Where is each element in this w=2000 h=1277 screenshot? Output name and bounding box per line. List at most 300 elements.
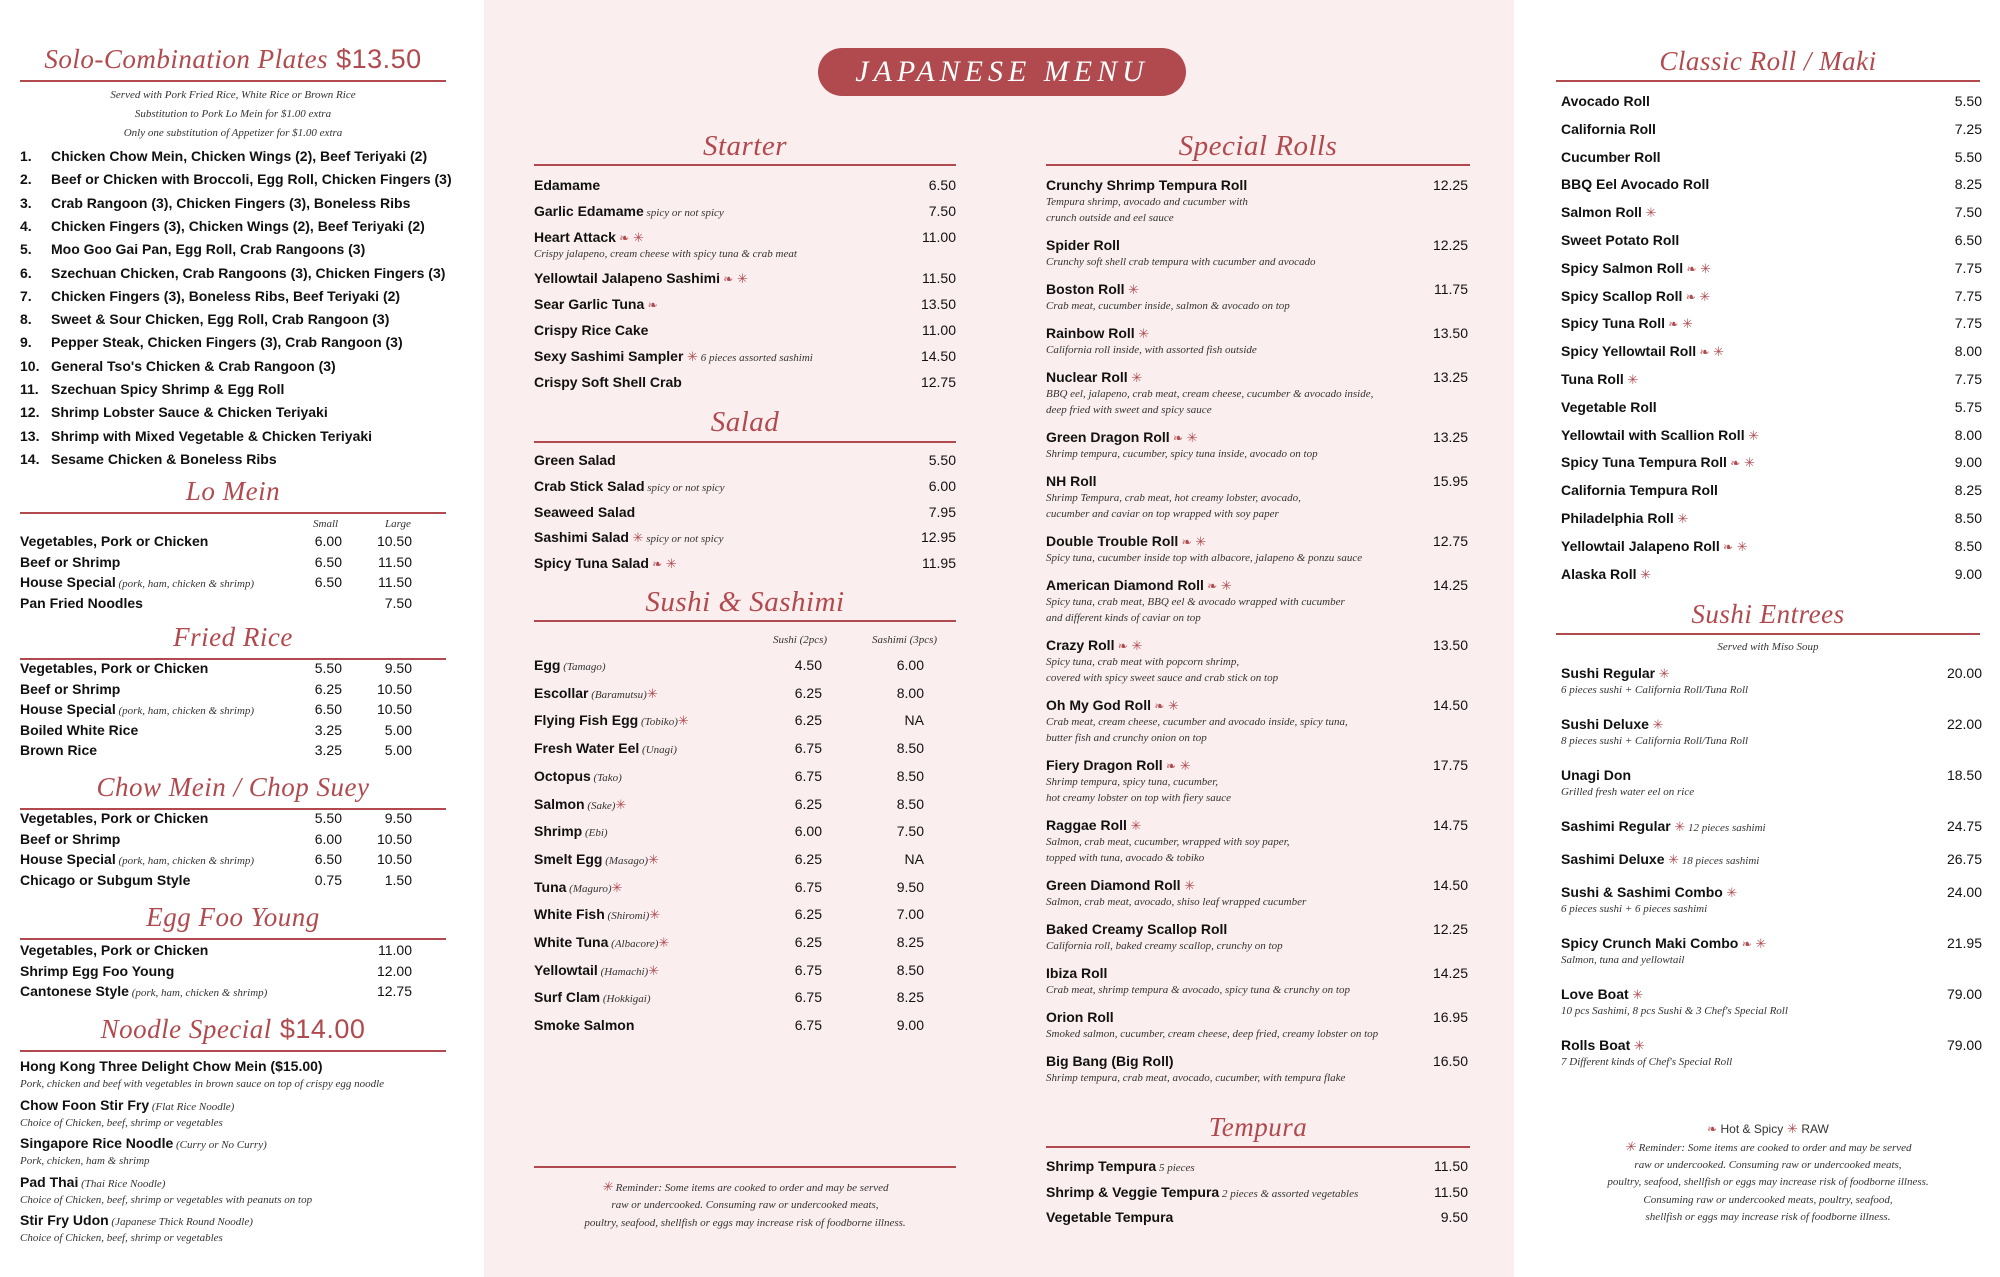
entrees-item-note: 12 pieces sashimi — [1685, 822, 1766, 834]
raw-icon: ✳ — [1744, 427, 1760, 443]
classic-item — [1561, 288, 1710, 305]
sushi-item-note: (Hokkigai) — [600, 993, 651, 1006]
solo-item-number: 8. — [20, 311, 32, 328]
friedrice-price-small: 6.25 — [314, 680, 342, 697]
friedrice-price-small: 3.25 — [314, 721, 342, 738]
sushi-price: 6.25 — [794, 712, 822, 729]
special-item — [1046, 757, 1191, 774]
special-price: 12.25 — [1432, 177, 1468, 193]
classic-price: 7.75 — [1954, 371, 1982, 387]
lomein-price-large: 7.50 — [384, 594, 412, 611]
sushi-item-note: (Tako) — [590, 771, 622, 784]
entrees-item — [1561, 818, 1766, 835]
special-item-desc: Salmon, crab meat, cucumber, wrapped with soy paper, — [1046, 836, 1290, 848]
reminder-line: shellfish or eggs may increase risk of foodborne illness. — [1645, 1211, 1891, 1223]
salad-item-name: Green Salad — [534, 452, 616, 468]
classic-price: 7.75 — [1954, 287, 1982, 304]
tempura-item-name: Vegetable Tempura — [1046, 1209, 1174, 1226]
special-item-name: Crunchy Shrimp Tempura Roll — [1046, 177, 1248, 193]
special-price: 13.50 — [1432, 325, 1468, 341]
special-item-desc: Shrimp tempura, spicy tuna, cucumber, — [1046, 776, 1219, 788]
classic-item — [1561, 399, 1657, 415]
entrees-price: 79.00 — [1946, 1037, 1982, 1053]
special-item-desc: Tempura shrimp, avocado and cucumber with — [1046, 196, 1248, 208]
entrees-item-name: Love Boat — [1561, 986, 1629, 1002]
middle-panel — [484, 0, 1514, 1277]
special-item-desc: Spicy tuna, crab meat with popcorn shrimp, — [1046, 656, 1240, 668]
friedrice-title-text: Fried Rice — [173, 622, 293, 652]
classic-item-name: California Roll — [1561, 120, 1656, 137]
sushi-item-name: Fresh Water Eel — [534, 740, 640, 757]
salad-item-name: Seaweed Salad — [534, 503, 636, 520]
sushi-item-note: (Hamachi) — [597, 965, 649, 978]
special-item — [1046, 429, 1198, 446]
noodle-item — [20, 1097, 234, 1113]
entrees-title-text: Sushi Entrees — [1691, 599, 1845, 629]
reminder-line: poultry, seafood, shellfish or eggs may increase risk of foodborne illness. — [584, 1217, 906, 1229]
special-item-desc: Crab meat, cucumber inside, salmon & avocado on top — [1046, 300, 1290, 312]
raw-icon: ✳ — [1722, 885, 1738, 900]
special-item — [1046, 577, 1232, 594]
solo-item-name: Sweet & Sour Chicken, Egg Roll, Crab Rangoon (3) — [51, 311, 390, 328]
raw-icon: ✳ — [658, 935, 670, 950]
special-rule — [1046, 164, 1470, 166]
starter-item-note: spicy or not spicy — [643, 207, 724, 219]
sushi-item — [534, 934, 669, 951]
special-price: 14.50 — [1432, 697, 1468, 713]
special-item — [1046, 817, 1141, 834]
lomein-price-small: 6.50 — [314, 574, 342, 590]
special-item — [1046, 921, 1227, 937]
solo-item-number: 12. — [20, 404, 40, 421]
friedrice-item — [20, 660, 208, 676]
special-item-desc: Crunchy soft shell crab tempura with cucumber and avocado — [1046, 256, 1316, 268]
lomein-item — [20, 554, 120, 570]
entrees-item-desc: Salmon, tuna and yellowtail — [1561, 954, 1685, 966]
entrees-item-desc: 6 pieces sushi + California Roll/Tuna Roll — [1561, 684, 1749, 696]
sushi-item-note: (Unagi) — [639, 744, 677, 757]
salad-item — [534, 478, 725, 494]
sushi-price: 6.75 — [794, 767, 822, 784]
entrees-item — [1561, 716, 1663, 733]
raw-icon: ✳ — [1180, 878, 1196, 893]
sushi-item — [534, 1017, 634, 1033]
classic-price: 8.25 — [1954, 482, 1982, 499]
starter-item-name: Crispy Soft Shell Crab — [534, 374, 682, 390]
starter-title — [534, 130, 956, 163]
sushi-item-note: (Baramutsu) — [588, 688, 647, 701]
salad-item-name: Sashimi Salad — [534, 529, 629, 546]
raw-icon: ✳ — [1678, 316, 1693, 332]
raw-icon: ✳ — [611, 879, 623, 895]
classic-item-name: Tuna Roll — [1561, 371, 1624, 387]
classic-price: 8.50 — [1954, 510, 1982, 526]
classic-item — [1561, 538, 1748, 555]
entrees-price: 21.95 — [1946, 935, 1982, 951]
raw-icon: ✳ — [662, 556, 677, 572]
hot-spicy-icon: ❧ — [1114, 639, 1128, 653]
entrees-item-name: Sushi & Sashimi Combo — [1561, 884, 1723, 900]
salad-price: 12.95 — [920, 529, 956, 546]
special-item-desc: Salmon, crab meat, avocado, shiso leaf wrapped cucumber — [1046, 896, 1307, 908]
tempura-price: 11.50 — [1434, 1183, 1468, 1200]
classic-item-name: Spicy Scallop Roll — [1561, 287, 1683, 304]
chowmein-item-name: Beef or Shrimp — [20, 830, 121, 847]
friedrice-item-name: Vegetables, Pork or Chicken — [20, 660, 209, 676]
classic-item — [1561, 315, 1693, 332]
classic-item — [1561, 566, 1651, 583]
classic-price: 5.75 — [1954, 398, 1982, 415]
raw-icon: ✳ — [1733, 538, 1748, 554]
salad-rule — [534, 441, 956, 443]
eggfoo-item-name: Vegetables, Pork or Chicken — [20, 942, 209, 958]
col-header-sashimi: Sashimi (3pcs) — [872, 634, 938, 646]
friedrice-item — [20, 722, 138, 738]
chowmein-price-small: 6.50 — [314, 851, 342, 867]
noodle-rule — [20, 1050, 446, 1052]
raw-icon: ✳ — [1628, 987, 1644, 1002]
sashimi-price: 8.50 — [896, 961, 924, 978]
sushi-item — [534, 685, 658, 702]
classic-price: 5.50 — [1954, 148, 1982, 165]
legend-hot-spicy: Hot & Spicy — [1720, 1122, 1784, 1136]
noodle-item-note: (Flat Rice Noodle) — [149, 1100, 235, 1113]
sashimi-price: NA — [904, 850, 924, 867]
hot-spicy-icon: ❧ — [1719, 539, 1734, 554]
sushi-rule — [534, 620, 956, 622]
salad-title-text: Salad — [710, 406, 780, 438]
sushi-item-name: Flying Fish Egg — [534, 712, 639, 729]
solo-item-number: 5. — [20, 241, 32, 258]
chowmein-item — [20, 810, 208, 826]
raw-icon: ✳ — [1695, 288, 1711, 304]
starter-price: 11.00 — [922, 229, 956, 245]
special-price: 14.75 — [1432, 817, 1468, 833]
raw-icon: ✳ — [1127, 370, 1143, 385]
solo-item-name: Szechuan Spicy Shrimp & Egg Roll — [51, 381, 285, 397]
raw-icon: ✳ — [1673, 511, 1689, 526]
solo-item-name: Beef or Chicken with Broccoli, Egg Roll, Chicken Fingers (3) — [51, 171, 452, 188]
starter-price: 11.00 — [922, 322, 956, 338]
raw-icon: ✳ — [615, 796, 627, 812]
entrees-item-name: Sushi Regular — [1561, 665, 1656, 681]
friedrice-item-note: (pork, ham, chicken & shrimp) — [115, 705, 255, 717]
raw-icon: ✳ — [629, 230, 644, 245]
special-item-desc: topped with tuna, avocado & tobiko — [1046, 852, 1205, 864]
special-item-name: Big Bang (Big Roll) — [1046, 1053, 1174, 1069]
salad-item — [534, 504, 635, 520]
entrees-price: 26.75 — [1946, 851, 1982, 867]
noodle-item-name: Stir Fry Udon — [20, 1212, 109, 1228]
entrees-item-name: Sushi Deluxe — [1561, 716, 1649, 732]
classic-item — [1561, 343, 1724, 360]
lomein-price-large: 11.50 — [378, 574, 412, 590]
solo-item-number: 2. — [20, 171, 32, 188]
reminder-note-mid — [534, 1214, 956, 1232]
starter-price: 13.50 — [920, 296, 956, 312]
eggfoo-price: 11.00 — [378, 942, 412, 958]
sushi-item-name: Yellowtail — [534, 961, 598, 978]
solo-item-name: Chicken Fingers (3), Boneless Ribs, Beef Teriyaki (2) — [51, 287, 401, 304]
special-price: 17.75 — [1432, 757, 1468, 773]
starter-item-name: Sear Garlic Tuna — [534, 296, 645, 312]
lomein-item — [20, 574, 254, 590]
starter-item-desc: Crispy jalapeno, cream cheese with spicy tuna & crab meat — [534, 248, 797, 260]
classic-item-name: BBQ Eel Avocado Roll — [1561, 176, 1710, 193]
entrees-price: 24.75 — [1946, 818, 1982, 834]
sashimi-price: 8.50 — [896, 795, 924, 812]
noodle-title-price: $14.00 — [271, 1014, 366, 1044]
raw-icon: ✳ — [1623, 372, 1639, 387]
starter-item — [534, 322, 648, 338]
friedrice-title — [20, 622, 446, 653]
sushi-item — [534, 712, 689, 729]
starter-item-name: Garlic Edamame — [534, 203, 644, 219]
special-price: 12.75 — [1432, 533, 1468, 549]
raw-icon: ✳ — [1740, 455, 1755, 471]
lomein-rule — [20, 512, 446, 514]
hot-spicy-icon: ❧ — [1169, 431, 1184, 445]
chowmein-price-small: 6.00 — [314, 830, 342, 847]
solo-item-number: 3. — [20, 194, 32, 211]
starter-item-name: Sexy Sashimi Sampler — [534, 348, 684, 364]
sushi-item-note: (Masago) — [602, 854, 648, 867]
lomein-item — [20, 533, 208, 549]
solo-item-number: 6. — [20, 264, 32, 281]
classic-item-name: Spicy Tuna Tempura Roll — [1561, 454, 1727, 471]
sushi-price: 6.75 — [794, 989, 822, 1006]
classic-item — [1561, 93, 1650, 109]
starter-price: 6.50 — [928, 177, 956, 193]
reminder-note-right — [1556, 1156, 1980, 1174]
special-item — [1046, 877, 1195, 894]
solo-item-number: 10. — [20, 357, 40, 374]
raw-icon: ✳ — [1648, 717, 1664, 732]
legend-raw: RAW — [1801, 1122, 1829, 1136]
chowmein-price-large: 10.50 — [376, 830, 412, 847]
noodle-item-desc: Pork, chicken, ham & shrimp — [20, 1155, 150, 1167]
hot-spicy-icon: ❧ — [1707, 1122, 1721, 1136]
noodle-item-name: Hong Kong Three Delight Chow Mein — [20, 1058, 267, 1074]
classic-item-name: Sweet Potato Roll — [1561, 232, 1680, 248]
sashimi-price: 6.00 — [896, 657, 924, 673]
sushi-item-note: (Sake) — [584, 799, 616, 812]
raw-icon: ✳ — [1655, 666, 1670, 681]
classic-price: 7.50 — [1954, 204, 1982, 221]
raw-icon: ✳ — [648, 962, 660, 978]
noodle-item-desc: Choice of Chicken, beef, shrimp or vegetables — [20, 1116, 223, 1129]
solo-note: Served with Pork Fried Rice, White Rice or Brown Rice — [110, 89, 356, 101]
sushi-item — [534, 879, 622, 896]
entrees-price: 79.00 — [1946, 986, 1982, 1002]
lomein-item — [20, 595, 143, 611]
special-item-desc: BBQ eel, jalapeno, crab meat, cream cheese, cucumber & avocado inside, — [1046, 388, 1374, 400]
friedrice-price-small: 3.25 — [314, 742, 342, 758]
sashimi-price: 7.50 — [896, 823, 924, 840]
tempura-item-name: Shrimp & Veggie Tempura — [1046, 1183, 1220, 1200]
noodle-title — [20, 1014, 446, 1045]
classic-item-name: Spicy Salmon Roll — [1561, 259, 1684, 276]
starter-item-name: Yellowtail Jalapeno Sashimi — [534, 270, 720, 286]
starter-item-note: 6 pieces assorted sashimi — [697, 352, 813, 364]
sushi-item-note: (Tamago) — [560, 661, 606, 673]
solo-item-name: Chicken Fingers (3), Chicken Wings (2), Beef Teriyaki (2) — [51, 217, 425, 234]
raw-icon: ✳ — [1217, 578, 1232, 593]
entrees-item-desc: 8 pieces sushi + California Roll/Tuna Roll — [1561, 735, 1749, 747]
solo-item-number: 11. — [20, 381, 39, 397]
raw-icon: ✳ — [1127, 638, 1143, 653]
sushi-item — [534, 989, 651, 1005]
entrees-item — [1561, 1037, 1645, 1054]
entrees-price: 20.00 — [1946, 665, 1982, 681]
noodle-item-note: (Japanese Thick Round Noodle) — [108, 1216, 253, 1228]
eggfoo-item — [20, 983, 267, 999]
raw-icon: ✳ — [648, 851, 659, 867]
lomein-item-name: Vegetables, Pork or Chicken — [20, 533, 209, 549]
reminder-note-mid — [534, 1196, 956, 1214]
reminder-note-right — [1556, 1191, 1980, 1209]
solo-item-name: Crab Rangoon (3), Chicken Fingers (3), Boneless Ribs — [51, 194, 411, 211]
lomein-price-large: 11.50 — [378, 553, 412, 570]
special-item — [1046, 281, 1139, 298]
sashimi-price: 8.00 — [896, 684, 924, 701]
sashimi-price: 8.25 — [896, 989, 924, 1006]
salad-item-name: Spicy Tuna Salad — [534, 555, 649, 572]
solo-item-number: 4. — [20, 217, 32, 234]
reminder-note-right — [1556, 1173, 1980, 1191]
classic-price: 9.00 — [1954, 565, 1982, 582]
reminder-line: Reminder: Some items are cooked to order and may be served — [1638, 1142, 1912, 1154]
special-title — [1046, 130, 1470, 163]
sushi-title — [534, 586, 956, 619]
legend — [1556, 1120, 1980, 1138]
raw-icon: ✳ — [601, 1179, 616, 1194]
special-item — [1046, 533, 1206, 550]
chowmein-price-large: 1.50 — [384, 871, 412, 888]
entrees-subtitle: Served with Miso Soup — [1717, 641, 1819, 653]
classic-item — [1561, 176, 1709, 192]
entrees-item-name: Unagi Don — [1561, 767, 1631, 783]
special-item — [1046, 237, 1120, 253]
noodle-item-desc: Choice of Chicken, beef, shrimp or vegetables — [20, 1232, 223, 1244]
sushi-price: 6.75 — [794, 961, 822, 978]
special-item-name: Orion Roll — [1046, 1009, 1114, 1025]
sushi-item-note: (Tobiko) — [638, 716, 678, 729]
hot-spicy-icon: ❧ — [1203, 579, 1218, 593]
friedrice-item — [20, 701, 254, 717]
sushi-item-name: White Fish — [534, 906, 605, 923]
raw-icon: ✳ — [1191, 534, 1207, 549]
friedrice-item — [20, 681, 120, 697]
raw-icon: ✳ — [1183, 430, 1198, 445]
raw-icon: ✳ — [1641, 205, 1657, 221]
sushi-item-note: (Albacore) — [608, 938, 659, 950]
solo-item-name: Pepper Steak, Chicken Fingers (3), Crab Rangoon (3) — [51, 334, 403, 351]
sushi-item-name: Smelt Egg — [534, 850, 603, 867]
entrees-item-name: Sashimi Regular — [1561, 818, 1671, 834]
classic-item-name: Cucumber Roll — [1561, 148, 1661, 165]
reminder-rule-mid — [534, 1166, 956, 1168]
sushi-item — [534, 851, 659, 868]
special-item-desc: butter fish and crunchy onion on top — [1046, 732, 1207, 744]
special-price: 11.75 — [1434, 281, 1468, 297]
sushi-item-name: Escollar — [534, 684, 589, 701]
lomein-item-name: Beef or Shrimp — [20, 553, 121, 570]
special-item-desc: Shrimp Tempura, crab meat, hot creamy lobster, avocado, — [1046, 492, 1301, 504]
classic-item-name: Spicy Yellowtail Roll — [1561, 343, 1697, 360]
tempura-item-note: 5 pieces — [1156, 1162, 1195, 1174]
solo-item-name: Chicken Chow Mein, Chicken Wings (2), Beef Teriyaki (2) — [51, 148, 428, 164]
solo-item-name: Sesame Chicken & Boneless Ribs — [51, 450, 277, 467]
classic-price: 8.50 — [1954, 537, 1982, 554]
special-item-name: Crazy Roll — [1046, 637, 1115, 653]
classic-title — [1556, 46, 1980, 77]
special-price: 14.25 — [1432, 577, 1468, 593]
hot-spicy-icon: ❧ — [1162, 759, 1177, 773]
sushi-price: 6.25 — [794, 934, 822, 950]
chowmein-price-large: 10.50 — [376, 851, 412, 867]
sushi-item-name: Octopus — [534, 767, 591, 784]
special-item-desc: crunch outside and eel sauce — [1046, 212, 1174, 224]
eggfoo-price: 12.00 — [376, 962, 412, 979]
special-item-desc: cucumber and caviar on top wrapped with soy paper — [1046, 508, 1279, 520]
special-price: 16.50 — [1432, 1053, 1468, 1069]
reminder-line: Consuming raw or undercooked meats, poultry, seafood, — [1643, 1193, 1893, 1206]
sushi-price: 6.75 — [794, 740, 822, 757]
classic-item — [1561, 204, 1656, 221]
classic-item-name: Vegetable Roll — [1561, 398, 1657, 415]
solo-title — [20, 44, 446, 75]
classic-item-name: Philadelphia Roll — [1561, 510, 1674, 526]
noodle-item — [20, 1212, 253, 1228]
sushi-item — [534, 906, 660, 923]
sashimi-price: 9.50 — [896, 878, 924, 895]
sushi-item — [534, 796, 626, 813]
tempura-price: 11.50 — [1434, 1158, 1468, 1174]
special-item-name: Double Trouble Roll — [1046, 533, 1179, 549]
special-item-name: Green Diamond Roll — [1046, 877, 1181, 893]
raw-icon: ✳ — [1126, 818, 1142, 833]
reminder-note-right — [1556, 1138, 1980, 1157]
hot-spicy-icon: ❧ — [615, 231, 630, 245]
special-price: 12.25 — [1432, 237, 1468, 253]
entrees-price: 22.00 — [1946, 716, 1982, 732]
lomein-item-name: Pan Fried Noodles — [20, 594, 143, 611]
special-item-name: Raggae Roll — [1046, 817, 1127, 833]
eggfoo-item-note: (pork, ham, chicken & shrimp) — [128, 987, 268, 999]
raw-icon: ✳ — [1624, 1139, 1639, 1154]
raw-icon: ✳ — [1783, 1121, 1802, 1136]
raw-icon: ✳ — [649, 907, 661, 923]
special-item-name: Spider Roll — [1046, 237, 1120, 253]
entrees-title — [1556, 599, 1980, 630]
noodle-item-desc: Choice of Chicken, beef, shrimp or vegetables with peanuts on top — [20, 1193, 313, 1206]
tempura-item — [1046, 1158, 1195, 1174]
special-item-name: Oh My God Roll — [1046, 697, 1151, 713]
raw-icon: ✳ — [1124, 282, 1140, 297]
sushi-price: 6.75 — [794, 1017, 822, 1034]
friedrice-price-large: 5.00 — [384, 742, 412, 758]
tempura-item — [1046, 1184, 1358, 1200]
classic-title-text: Classic Roll / Maki — [1659, 46, 1877, 76]
starter-price: 11.50 — [922, 270, 956, 286]
sushi-price: 6.25 — [794, 795, 822, 812]
entrees-rule — [1556, 633, 1980, 635]
salad-title — [534, 406, 956, 439]
classic-price: 7.75 — [1954, 315, 1982, 332]
classic-price: 7.25 — [1954, 120, 1982, 137]
friedrice-price-large: 10.50 — [376, 680, 412, 697]
